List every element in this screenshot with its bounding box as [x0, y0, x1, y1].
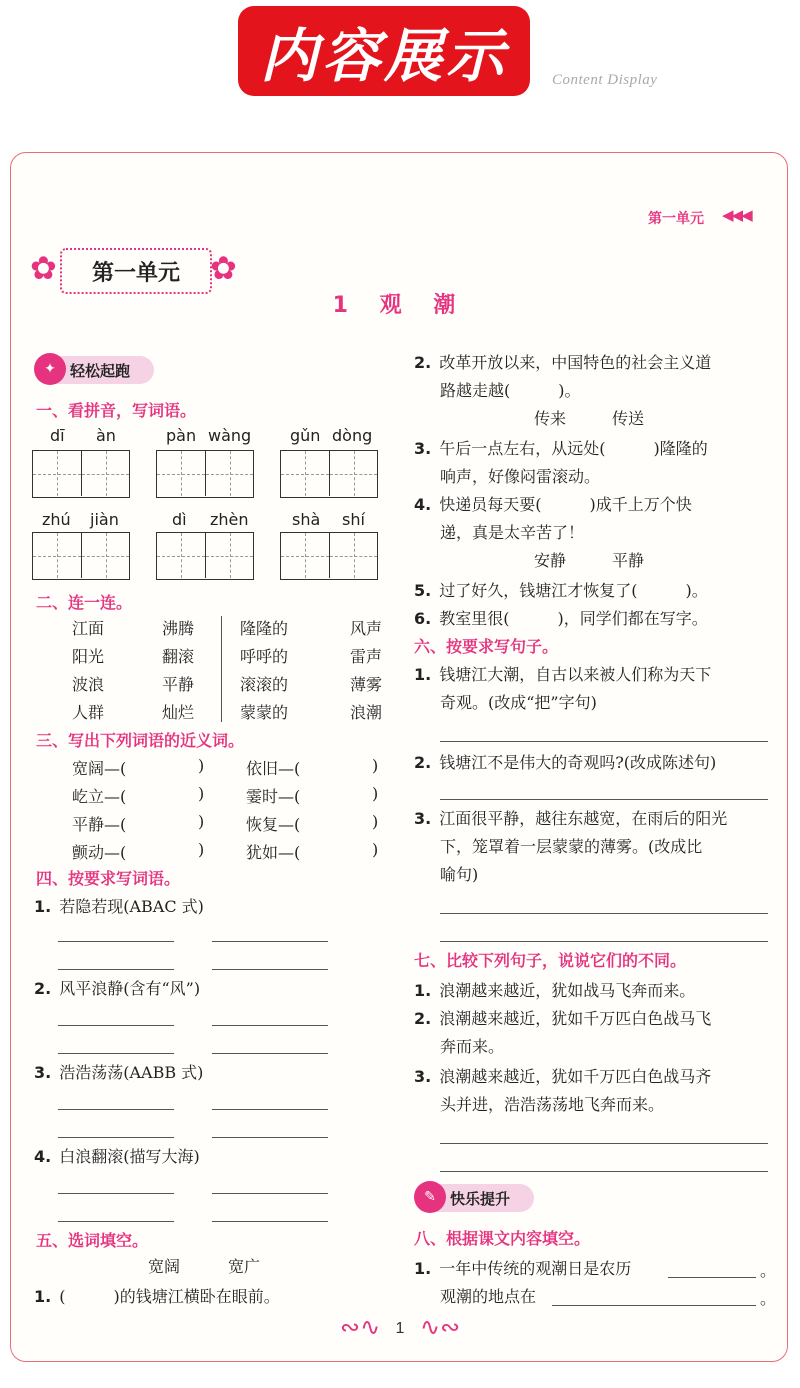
pinyin: dì — [172, 510, 187, 529]
match-word[interactable]: 阳光 — [72, 647, 105, 666]
divider — [221, 616, 222, 722]
page-number: 1 — [395, 1320, 405, 1337]
section-3-title: 三、写出下列词语的近义词。 — [36, 731, 245, 750]
writing-grid[interactable] — [32, 450, 130, 498]
book-icon: ✎ — [414, 1181, 446, 1213]
pinyin: gǔn — [290, 426, 321, 445]
synonym-close: ) — [198, 812, 205, 831]
banner-subtitle: Content Display — [552, 72, 658, 88]
question-text-cont: 下，笼罩着一层蒙蒙的薄雾。(改成比 — [440, 837, 703, 856]
synonym-prompt: 依旧—( — [246, 759, 301, 778]
match-word[interactable]: 隆隆的 — [240, 619, 289, 638]
match-word[interactable]: 雷声 — [350, 647, 383, 666]
answer-line[interactable] — [58, 1136, 174, 1138]
answer-line[interactable] — [58, 1192, 174, 1194]
word-choice: 宽阔 — [148, 1257, 181, 1276]
answer-line[interactable] — [58, 1052, 174, 1054]
question-text-cont: 路越走越( )。 — [440, 381, 581, 400]
match-word[interactable]: 波浪 — [72, 675, 105, 694]
question-text-cont: 奔而来。 — [440, 1037, 505, 1056]
writing-grid[interactable] — [32, 532, 130, 580]
arrows-icon: ◀◀◀ — [722, 206, 751, 224]
writing-grid[interactable] — [156, 532, 254, 580]
question-text-cont: 响声，好像闷雷滚动。 — [440, 467, 601, 486]
synonym-prompt: 恢复—( — [246, 815, 301, 834]
punctuation: 。 — [760, 1289, 777, 1308]
synonym-prompt: 霎时—( — [246, 787, 301, 806]
synonym-prompt: 犹如—( — [246, 843, 301, 862]
pinyin: wàng — [208, 426, 252, 445]
word-choice: 平静 — [612, 551, 645, 570]
swirl-ornament-icon: ∾∿ — [340, 1313, 381, 1341]
answer-line[interactable] — [212, 1192, 328, 1194]
question-text: 1. ( )的钱塘江横卧在眼前。 — [34, 1287, 280, 1306]
synonym-prompt: 屹立—( — [72, 787, 127, 806]
flower-icon: ✿ — [30, 249, 57, 287]
answer-line[interactable] — [668, 1276, 756, 1278]
question-text: 3. 午后一点左右，从远处( )隆隆的 — [414, 439, 708, 458]
answer-line[interactable] — [212, 1136, 328, 1138]
match-word[interactable]: 呼呼的 — [240, 647, 289, 666]
synonym-prompt: 宽阔—( — [72, 759, 127, 778]
synonym-prompt: 平静—( — [72, 815, 127, 834]
pinyin: shí — [342, 510, 365, 529]
question-text: 5. 过了好久，钱塘江才恢复了( )。 — [414, 581, 708, 600]
section-2-title: 二、连一连。 — [36, 593, 133, 612]
match-word[interactable]: 薄雾 — [350, 675, 383, 694]
question-text: 2. 钱塘江不是伟大的奇观吗?(改成陈述句) — [414, 753, 717, 772]
answer-line[interactable] — [440, 940, 768, 942]
question-text-cont: 喻句) — [440, 865, 479, 884]
answer-line[interactable] — [212, 1108, 328, 1110]
word-choice: 安静 — [534, 551, 567, 570]
warmup-badge: ✦ 轻松起跑 — [36, 356, 154, 384]
writing-grid[interactable] — [280, 532, 378, 580]
pinyin: àn — [96, 426, 116, 445]
question-text-cont: 奇观。(改成“把”字句) — [440, 693, 597, 712]
question-text: 3. 浩浩荡荡(AABB 式) — [34, 1063, 204, 1082]
question-text-cont: 递，真是太辛苦了！ — [440, 523, 585, 542]
writing-grid[interactable] — [156, 450, 254, 498]
answer-line[interactable] — [212, 1052, 328, 1054]
section-6-title: 六、按要求写句子。 — [414, 637, 559, 656]
answer-line[interactable] — [440, 798, 768, 800]
answer-line[interactable] — [440, 1142, 768, 1144]
section-1-title: 一、看拼音，写词语。 — [36, 401, 197, 420]
answer-line[interactable] — [58, 968, 174, 970]
section-7-title: 七、比较下列句子，说说它们的不同。 — [414, 951, 687, 970]
answer-line[interactable] — [212, 1024, 328, 1026]
running-header-unit: 第一单元 — [648, 211, 704, 227]
pinyin: dòng — [332, 426, 373, 445]
question-text: 3. 江面很平静，越往东越宽，在雨后的阳光 — [414, 809, 728, 828]
answer-line[interactable] — [212, 940, 328, 942]
answer-line[interactable] — [58, 940, 174, 942]
word-choice: 宽广 — [228, 1257, 261, 1276]
match-word[interactable]: 沸腾 — [162, 619, 195, 638]
question-text: 1. 浪潮越来越近，犹如战马飞奔而来。 — [414, 981, 696, 1000]
pinyin: jiàn — [90, 510, 119, 529]
question-text: 2. 改革开放以来，中国特色的社会主义道 — [414, 353, 712, 372]
answer-line[interactable] — [58, 1220, 174, 1222]
question-text: 1. 钱塘江大潮，自古以来被人们称为天下 — [414, 665, 712, 684]
answer-line[interactable] — [58, 1108, 174, 1110]
pinyin: shà — [292, 510, 321, 529]
runner-icon: ✦ — [34, 353, 66, 385]
unit-title: 第一单元 — [60, 248, 212, 294]
answer-line[interactable] — [440, 912, 768, 914]
pinyin: dī — [50, 426, 65, 445]
question-text-cont: 头并进，浩浩荡荡地飞奔而来。 — [440, 1095, 665, 1114]
question-text-cont: 观潮的地点在 — [440, 1287, 537, 1306]
question-text: 1. 若隐若现(ABAC 式) — [34, 897, 204, 916]
answer-line[interactable] — [440, 740, 768, 742]
word-choice: 传来 — [534, 409, 567, 428]
question-text: 6. 教室里很( )，同学们都在写字。 — [414, 609, 708, 628]
word-choice: 传送 — [612, 409, 645, 428]
question-text: 4. 快递员每天要( )成千上万个快 — [414, 495, 692, 514]
punctuation: 。 — [760, 1261, 777, 1280]
match-word[interactable]: 江面 — [72, 619, 105, 638]
match-word[interactable]: 滚滚的 — [240, 675, 289, 694]
pinyin: zhèn — [210, 510, 249, 529]
synonym-close: ) — [198, 756, 205, 775]
lesson-title: 1 观 潮 — [332, 293, 468, 318]
answer-line[interactable] — [212, 1220, 328, 1222]
match-word[interactable]: 人群 — [72, 703, 105, 722]
question-text: 1. 一年中传统的观潮日是农历 — [414, 1259, 632, 1278]
answer-line[interactable] — [212, 968, 328, 970]
swirl-ornament-icon: ∿∾ — [420, 1313, 461, 1341]
pinyin: pàn — [166, 426, 197, 445]
pinyin: zhú — [42, 510, 71, 529]
question-text: 3. 浪潮越来越近，犹如千万匹白色战马齐 — [414, 1067, 712, 1086]
synonym-prompt: 颤动—( — [72, 843, 127, 862]
answer-line[interactable] — [440, 1170, 768, 1172]
match-word[interactable]: 灿烂 — [162, 703, 195, 722]
flower-icon: ✿ — [210, 249, 237, 287]
section-8-title: 八、根据课文内容填空。 — [414, 1229, 591, 1248]
answer-line[interactable] — [58, 1024, 174, 1026]
match-word[interactable]: 翻滚 — [162, 647, 195, 666]
synonym-close: ) — [198, 840, 205, 859]
section-4-title: 四、按要求写词语。 — [36, 869, 181, 888]
synonym-close: ) — [198, 784, 205, 803]
boost-badge: ✎ 快乐提升 — [416, 1184, 534, 1212]
match-word[interactable]: 风声 — [350, 619, 383, 638]
section-5-title: 五、选词填空。 — [36, 1231, 149, 1250]
match-word[interactable]: 浪潮 — [350, 703, 383, 722]
match-word[interactable]: 平静 — [162, 675, 195, 694]
writing-grid[interactable] — [280, 450, 378, 498]
answer-line[interactable] — [552, 1304, 756, 1306]
synonym-close: ) — [372, 756, 379, 775]
synonym-close: ) — [372, 784, 379, 803]
synonym-close: ) — [372, 812, 379, 831]
synonym-close: ) — [372, 840, 379, 859]
banner-title: 内容展示 — [238, 6, 530, 96]
question-text: 2. 风平浪静(含有“风”) — [34, 979, 201, 998]
match-word[interactable]: 蒙蒙的 — [240, 703, 289, 722]
question-text: 4. 白浪翻滚(描写大海) — [34, 1147, 200, 1166]
question-text: 2. 浪潮越来越近，犹如千万匹白色战马飞 — [414, 1009, 712, 1028]
